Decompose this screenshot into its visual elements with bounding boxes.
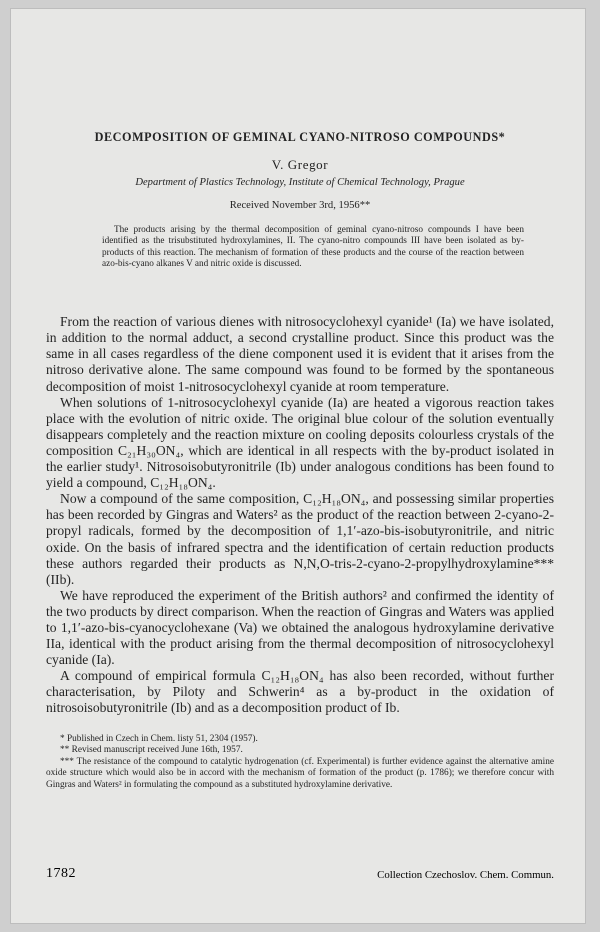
paragraph-1: From the reaction of various dienes with nitrosocyclohexyl cyanide¹ (Ia) we have isolated, in addition to the normal adduct, a second crystalline product. Since this product was the same in all cases regardless of the diene component used it is evident that it arises from the nitroso derivative alone. The same compound was found to be formed by the spontaneous decomposition of moist 1-nitrosocyclohexyl cyanide at room temperature. (46, 314, 554, 394)
journal-page (10, 8, 586, 924)
paragraph-5: A compound of empirical formula C₁₂H₁₈ON₄ has also been recorded, without further characterisation, by Piloty and Schwerin⁴ as a by-product in the oxidation of nitrosoisobutyronitrile (Ib) and as a decomposition product of Ib. (46, 668, 554, 716)
paragraph-2: When solutions of 1-nitrosocyclohexyl cyanide (Ia) are heated a vigorous reaction takes place with the evolution of nitric oxide. The original blue colour of the solution eventually disappears completely and the reaction mixture on cooling deposits colourless crystals of the composition C₂₁H₃₀ON₄, which are identical in all respects with the by-product isolated in the earlier study¹. Nitrosoisobutyronitrile (Ib) under analogous conditions has been found to yield a compound, C₁₂H₁₈ON₄. (46, 394, 554, 491)
journal-name: Collection Czechoslov. Chem. Commun. (377, 869, 554, 881)
paragraph-4: We have reproduced the experiment of the British authors² and confirmed the identity of the two products by direct comparison. When the reaction of Gingras and Waters was applied to 1,1′-azo-bis-cyanocyclohexane (Va) we obtained the analogous hydroxylamine derivative IIa, identical with the product arising from the thermal decomposition of nitrosocyclohexyl cyanide (Ia). (46, 587, 554, 668)
body-text (46, 314, 554, 716)
paragraph-3: Now a compound of the same composition, C₁₂H₁₈ON₄, and possessing similar properties has been recorded by Gingras and Waters² as the product of the reaction between 2-cyano-2-propyl radicals, formed by the decomposition of 1,1′-azo-bis-isobutyronitrile, and nitric oxide. On the basis of infrared spectra and the identification of certain reduction products these authors regarded their products as N,N,O-tris-2-cyano-2-propylhydroxylamine*** (IIb). (46, 491, 554, 587)
footnote-1: * Published in Czech in Chem. listy 51, 2304 (1957). (60, 733, 258, 744)
received-date: Received November 3rd, 1956** (229, 200, 371, 211)
abstract (102, 225, 524, 270)
page-number: 1782 (46, 866, 76, 881)
article-title: DECOMPOSITION OF GEMINAL CYANO-NITROSO COMPOUNDS* (94, 130, 506, 144)
footnote-3: *** The resistance of the compound to catalytic hydrogenation (cf. Experimental) is further evidence against the alternative amine oxide structure which would also be in accord with the mechanism of formation of the product (p. 1786); we therefore concur with Gingras and Waters² in formulating the compound as a substituted hydroxylamine derivative. (46, 756, 554, 790)
page-footer (46, 866, 554, 886)
author-affiliation: Department of Plastics Technology, Institute of Chemical Technology, Prague (135, 177, 465, 188)
footnotes (46, 729, 554, 792)
footnote-2: ** Revised manuscript received June 16th, 1957. (60, 745, 243, 756)
author-name: V. Gregor (271, 157, 329, 172)
abstract-text: The products arising by the thermal decomposition of geminal cyano-nitroso compounds I have been identified as the trisubstituted hydroxylamines, II. The cyano-nitro compounds III have been isolated as by-products of this reaction. The mechanism of formation of these products and the course of the reaction between azo-bis-cyano alkanes V and nitric oxide is discussed. (102, 225, 524, 269)
article (46, 124, 554, 792)
